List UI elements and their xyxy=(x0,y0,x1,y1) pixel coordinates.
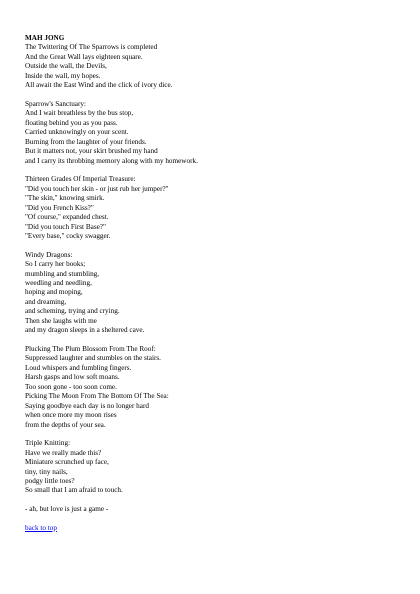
stanza-heading: Windy Dragons: xyxy=(25,250,73,259)
poem-line: mumbling and stumbling, xyxy=(25,269,100,278)
stanza-2 xyxy=(25,100,405,166)
stanza-heading: Triple Knitting: xyxy=(25,439,71,448)
stanza-6 xyxy=(25,439,405,496)
poem-line: Saying goodbye each day is no longer hard xyxy=(25,401,149,410)
poem-line: and I carry its throbbing memory along with my homework. xyxy=(25,156,198,165)
stanza-3 xyxy=(25,175,405,241)
poem-line: podgy little toes? xyxy=(25,476,75,485)
poem-line: and scheming, trying and crying. xyxy=(25,307,120,316)
poem-line: Harsh gasps and low soft moans. xyxy=(25,373,120,382)
poem-line: and my dragon sleeps in a sheltered cave. xyxy=(25,326,145,335)
back-to-top-link[interactable]: back to top xyxy=(25,524,57,533)
stanza-heading: Thirteen Grades Of Imperial Treasure: xyxy=(25,175,136,184)
poem-line: Carried unknowingly on your scent. xyxy=(25,128,129,137)
poem-line: floating behind you as you pass. xyxy=(25,118,118,127)
poem-line: "Did you touch First Base?" xyxy=(25,222,106,231)
stanza-5 xyxy=(25,345,405,430)
poem-line: All await the East Wind and the click of ivory dice. xyxy=(25,81,173,90)
stanza-heading: Plucking The Plum Blossom From The Roof: xyxy=(25,344,156,353)
poem-line: So I carry her books; xyxy=(25,260,86,269)
poem-line: "Did you touch her skin - or just rub her jumper?" xyxy=(25,184,169,193)
poem-line: Then she laughs with me xyxy=(25,316,97,325)
poem-line: Burning from the laughter of your friends. xyxy=(25,137,147,146)
poem-line: "Of course," expanded chest. xyxy=(25,213,109,222)
poem-line: tiny, tiny nails, xyxy=(25,467,68,476)
poem-line: Suppressed laughter and stumbles on the stairs. xyxy=(25,354,161,363)
poem-line: and dreaming, xyxy=(25,297,67,306)
poem-title: MAH JONG xyxy=(25,34,65,42)
poem-line: The Twittering Of The Sparrows is completed xyxy=(25,43,158,52)
poem-line: Have we really made this? xyxy=(25,448,102,457)
poem-line: "Every base," cocky swagger. xyxy=(25,231,111,240)
poem-line: And the Great Wall lays eighteen square. xyxy=(25,52,143,61)
poem-line: So small that I am afraid to touch. xyxy=(25,486,123,495)
poem-line: Inside the wall, my hopes. xyxy=(25,71,101,80)
stanza-heading: Picking The Moon From The Bottom Of The Sea: xyxy=(25,392,169,401)
poem-line: "Did you French Kiss?" xyxy=(25,203,94,212)
poem-line: And I wait breathless by the bus stop, xyxy=(25,109,134,118)
poem-line: Loud whispers and fumbling fingers. xyxy=(25,363,132,372)
poem-line: "The skin," knowing smirk. xyxy=(25,194,105,203)
poem-line: hoping and moping, xyxy=(25,288,83,297)
poem-line: Outside the wall, the Devils, xyxy=(25,62,107,71)
poem-line: from the depths of your sea. xyxy=(25,420,106,429)
stanza-1 xyxy=(25,43,405,90)
poem-line: But it matters not, your skirt brushed my hand xyxy=(25,147,158,156)
poem-line: weedling and needling, xyxy=(25,278,92,287)
closing-line: - ah, but love is just a game - xyxy=(25,505,109,514)
stanza-heading: Sparrow's Sanctuary: xyxy=(25,99,86,108)
stanza-4 xyxy=(25,251,405,336)
poem-line: Too soon gone - too soon come. xyxy=(25,382,117,391)
poem-line: Miniature scrunched up face, xyxy=(25,458,109,467)
poem-page xyxy=(25,34,405,533)
poem-line: when once more my moon rises xyxy=(25,411,117,420)
